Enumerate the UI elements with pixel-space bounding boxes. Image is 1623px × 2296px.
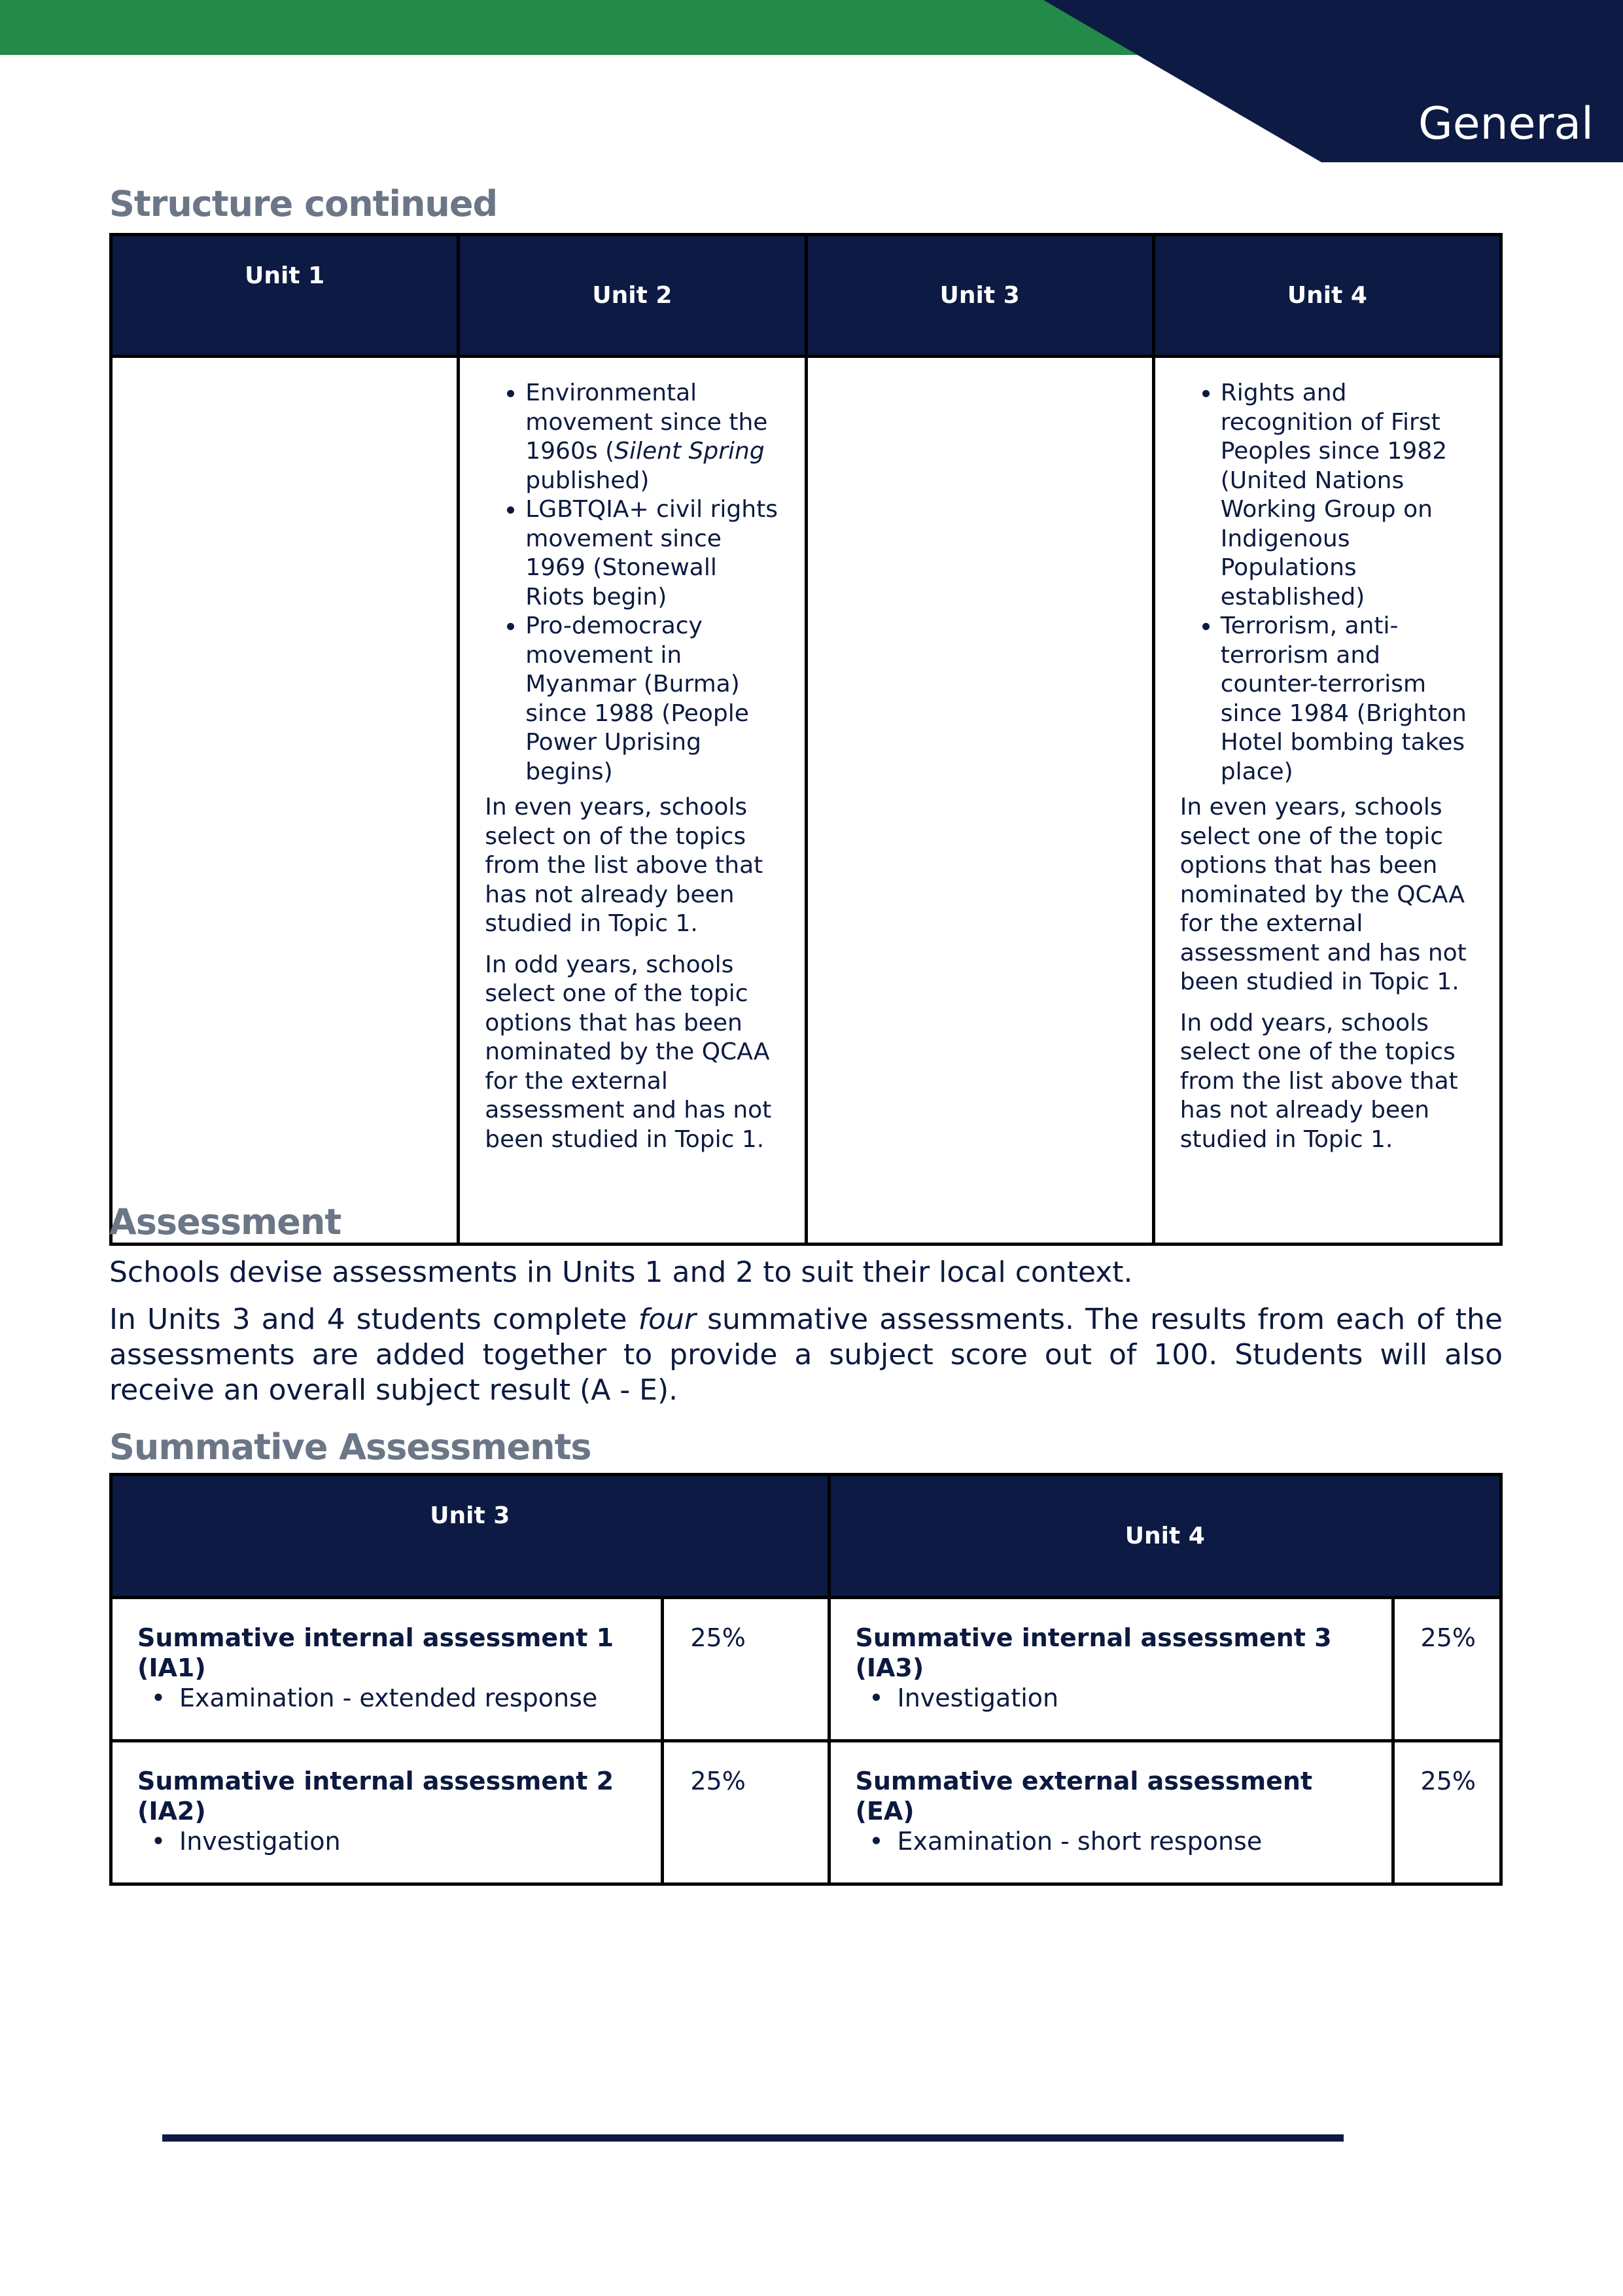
- assessment-title: Summative external assessment (EA): [855, 1767, 1313, 1826]
- structure-heading: Structure continued: [109, 183, 498, 224]
- summative-table: [109, 1473, 1503, 1886]
- list-item: • Rights and recognition of First Peoples since 1982 (United Nations Working Group on Indigenous Populations established): [1221, 379, 1476, 612]
- unit-2-even-years: In even years, schools select on of the topics from the list above that has not already been studied in Topic 1.: [485, 794, 763, 937]
- assessment-heading: Assessment: [109, 1201, 341, 1243]
- assessment-type: Examination - short response: [897, 1827, 1263, 1856]
- unit-1-cell: [111, 357, 459, 1245]
- structure-body-row: [111, 357, 1501, 1245]
- ea-cell: Summative external assessment (EA) • Examination - short response: [829, 1741, 1393, 1884]
- ia1-cell: Summative internal assessment 1 (IA1) • Examination - extended response: [111, 1598, 663, 1741]
- assessment-type: Investigation: [179, 1827, 341, 1856]
- assessment-details: In Units 3 and 4 students complete four summative assessments. The results from each of the assessments are added together to provide a subject score out of 100. Students will also receive an overall subject result (A - E).: [109, 1303, 1503, 1407]
- ia3-cell: Summative internal assessment 3 (IA3) • Investigation: [829, 1598, 1393, 1741]
- unit-4-even-years: In even years, schools select one of the topic options that has been nominated by the QCAA for the external assessment and has not been studied in Topic 1.: [1179, 794, 1467, 995]
- weight-cell: 25%: [663, 1598, 829, 1741]
- summative-header-row: [111, 1475, 1501, 1598]
- table-row: [111, 1598, 1501, 1741]
- col-unit-2: Unit 2: [459, 235, 806, 357]
- assessment-title: Summative internal assessment 1 (IA1): [137, 1623, 614, 1682]
- unit-4-odd-years: In odd years, schools select one of the topics from the list above that has not already been studied in Topic 1.: [1179, 1009, 1458, 1153]
- assessment-type: Examination - extended response: [179, 1684, 598, 1712]
- list-item: • LGBTQIA+ civil rights movement since 1969 (Stonewall Riots begin): [525, 495, 780, 612]
- weight-cell: 25%: [1393, 1741, 1501, 1884]
- structure-table: [109, 233, 1503, 1246]
- unit-4-topic-list: [1180, 379, 1476, 786]
- weight-cell: 25%: [1393, 1598, 1501, 1741]
- unit-4-cell: [1153, 357, 1501, 1245]
- structure-header-row: [111, 235, 1501, 357]
- unit-2-topic-list: [485, 379, 780, 786]
- col-unit-3: Unit 3: [806, 235, 1153, 357]
- col-unit-4: Unit 4: [1153, 235, 1501, 357]
- banner-graphic: [0, 0, 1623, 164]
- weight-cell: 25%: [663, 1741, 829, 1884]
- summative-heading: Summative Assessments: [109, 1426, 591, 1468]
- unit-2-cell: [459, 357, 806, 1245]
- assessment-intro: Schools devise assessments in Units 1 and 2 to suit their local context.: [109, 1256, 1133, 1289]
- list-item: • Environmental movement since the 1960s (Silent Spring published): [525, 379, 780, 495]
- assessment-title: Summative internal assessment 2 (IA2): [137, 1767, 614, 1826]
- list-item: • Terrorism, anti-terrorism and counter-terrorism since 1984 (Brighton Hotel bombing takes place): [1221, 612, 1476, 786]
- header-tag: General: [1418, 98, 1594, 150]
- ia2-cell: Summative internal assessment 2 (IA2) • Investigation: [111, 1741, 663, 1884]
- col-unit-1: Unit 1: [111, 235, 459, 357]
- footer-rule: [162, 2134, 1344, 2142]
- col-unit-3: Unit 3: [111, 1475, 829, 1598]
- unit-2-odd-years: In odd years, schools select one of the topic options that has been nominated by the QCAA for the external assessment and has not been studied in Topic 1.: [485, 951, 772, 1153]
- assessment-title: Summative internal assessment 3 (IA3): [855, 1623, 1332, 1682]
- unit-3-cell: [806, 357, 1153, 1245]
- list-item: • Pro-democracy movement in Myanmar (Burma) since 1988 (People Power Uprising begins): [525, 612, 780, 786]
- assessment-type: Investigation: [897, 1684, 1059, 1712]
- green-band: [0, 0, 1142, 55]
- table-row: [111, 1741, 1501, 1884]
- col-unit-4: Unit 4: [829, 1475, 1501, 1598]
- header-banner: [0, 0, 1623, 164]
